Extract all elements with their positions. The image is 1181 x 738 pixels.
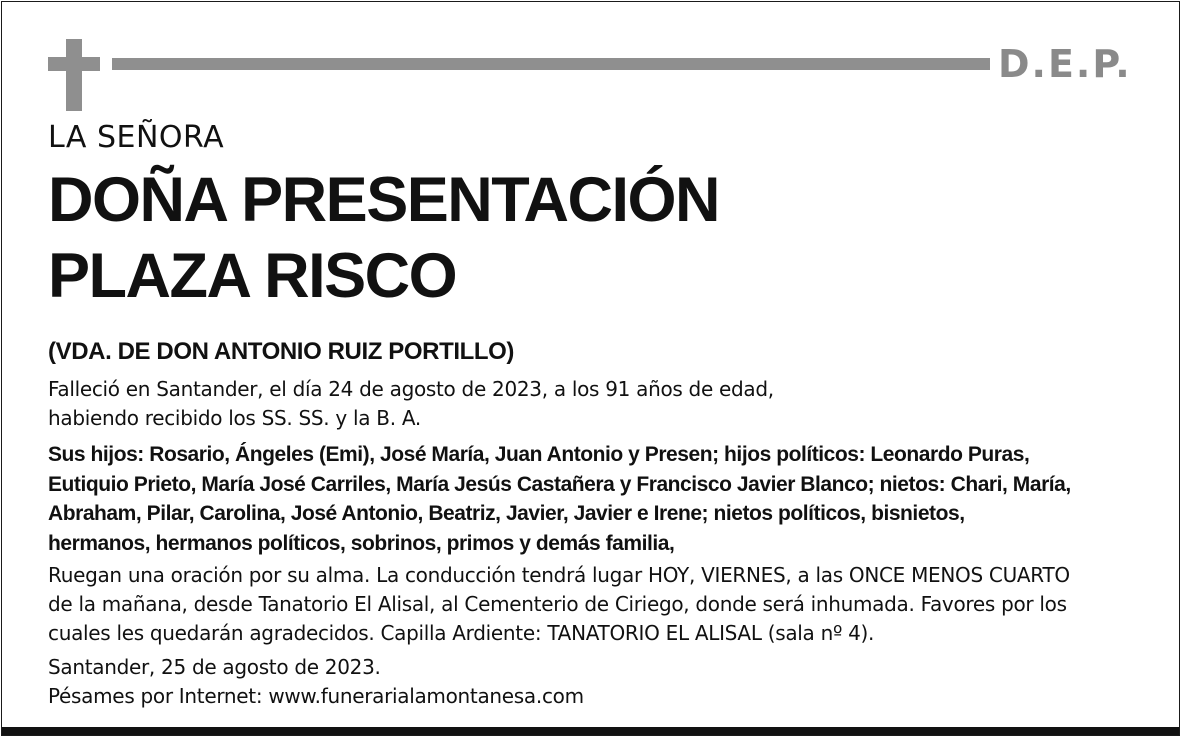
request-line: de la mañana, desde Tanatorio El Alisal, al Cementerio de Ciriego, donde será inhumada. Favores por los	[48, 592, 1067, 616]
name-line-2: PLAZA RISCO	[48, 241, 457, 311]
death-notice-line: habiendo recibido los SS. SS. y la B. A.	[48, 406, 421, 430]
name-line-1: DOÑA PRESENTACIÓN	[48, 165, 720, 235]
funeral-request	[48, 561, 1070, 648]
condolences-line: Pésames por Internet: www.funerarialamontanesa.com	[48, 684, 584, 708]
obituary-card	[1, 1, 1180, 736]
family-line: Abraham, Pilar, Carolina, José Antonio, Beatriz, Javier, Javier e Irene; nietos políticos, bisnietos,	[48, 502, 965, 525]
family-line: Sus hijos: Rosario, Ángeles (Emi), José María, Juan Antonio y Presen; hijos políticos: Leonardo Puras,	[48, 443, 1030, 466]
deceased-name	[48, 162, 719, 314]
request-line: Ruegan una oración por su alma. La conducción tendrá lugar HOY, VIERNES, a las ONCE MENOS CUARTO	[48, 563, 1070, 587]
death-notice	[48, 375, 774, 433]
request-line: cuales les quedarán agradecidos. Capilla Ardiente: TANATORIO EL ALISAL (sala nº 4).	[48, 621, 875, 645]
title-prefix: LA SEÑORA	[48, 120, 225, 155]
place-date: Santander, 25 de agosto de 2023.	[48, 655, 381, 679]
dep-label: D.E.P.	[998, 42, 1132, 86]
family-list	[48, 440, 1071, 558]
widow-of: (VDA. DE DON ANTONIO RUIZ PORTILLO)	[48, 338, 514, 365]
family-line: hermanos, hermanos políticos, sobrinos, primos y demás familia,	[48, 531, 675, 555]
family-line: Eutiquio Prieto, María José Carriles, María Jesús Castañera y Francisco Javier Blanco; nietos: Chari, María,	[48, 472, 1071, 496]
header-rule	[112, 58, 990, 70]
cross-icon	[48, 39, 100, 111]
death-notice-line: Falleció en Santander, el día 24 de agosto de 2023, a los 91 años de edad,	[48, 377, 774, 401]
footer	[48, 653, 584, 711]
bottom-border	[2, 727, 1179, 735]
